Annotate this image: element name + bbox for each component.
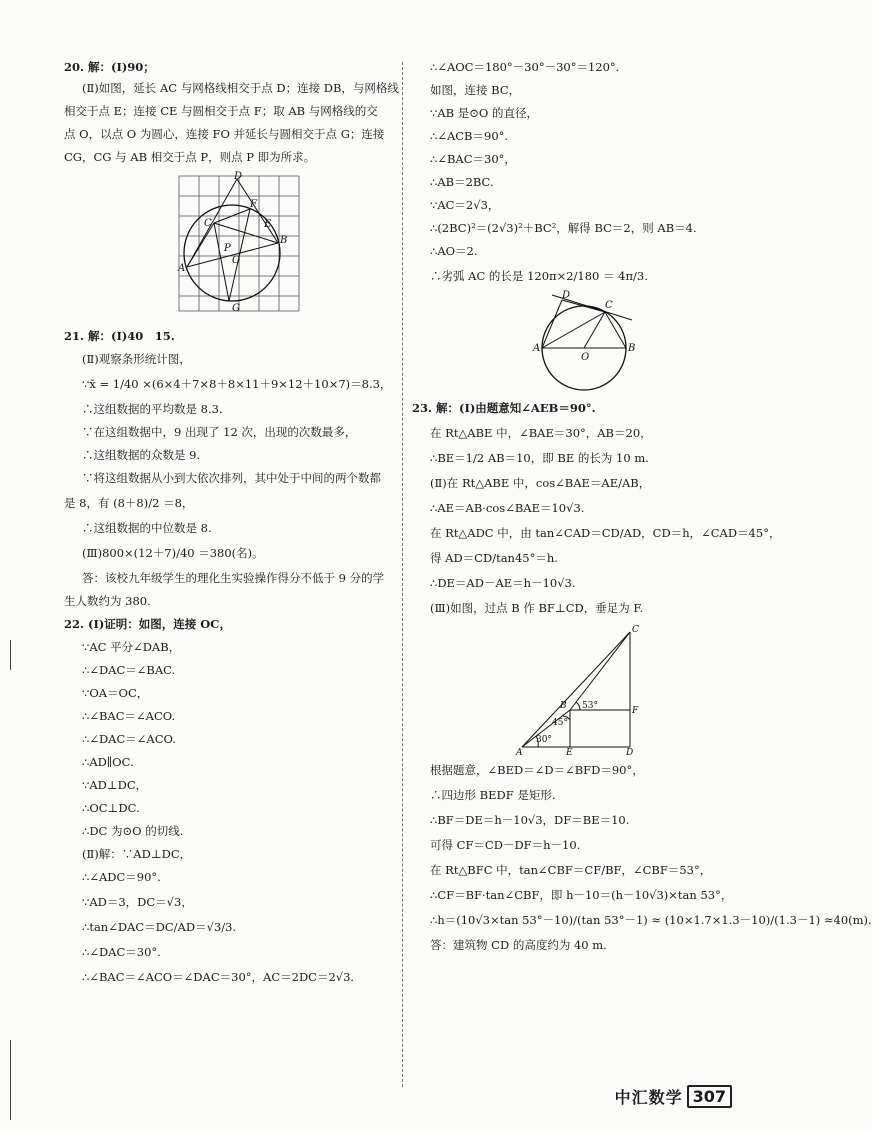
text-line: 得 AD＝CD/tan45°＝h. — [430, 551, 558, 565]
svg-text:F: F — [632, 706, 639, 716]
svg-text:A: A — [178, 263, 186, 274]
text-line: (Ⅲ)800×(12＋7)/40 ＝380(名)。 — [82, 546, 264, 560]
svg-text:G: G — [232, 303, 240, 314]
svg-text:E: E — [264, 219, 272, 230]
svg-text:C: C — [605, 300, 613, 311]
text-line: ∴(2BC)²＝(2√3)²＋BC²，解得 BC＝2，则 AB＝4. — [430, 221, 697, 235]
text-line: ∵在这组数据中，9 出现了 12 次，出现的次数最多， — [82, 425, 357, 439]
text-line: ∵AC＝2√3， — [430, 198, 500, 212]
svg-text:30°: 30° — [536, 735, 552, 745]
svg-text:B: B — [628, 343, 636, 354]
text-line: 20. 解：(Ⅰ)90； — [64, 60, 155, 74]
circle-tangent-figure — [412, 290, 742, 395]
text-line: ∴∠ACB＝90°. — [430, 129, 509, 143]
text-line: 如图，连接 BC， — [430, 83, 521, 97]
text-line: ∴∠DAC＝30°. — [82, 945, 161, 959]
text-line: 相交于点 E；连接 CE 与圆相交于点 F；取 AB 与网格线的交 — [64, 104, 378, 118]
text-line: (Ⅱ)解：∵AD⊥DC， — [82, 847, 192, 861]
text-line: ∴BF＝DE＝h－10√3，DF＝BE＝10. — [430, 813, 630, 827]
text-line: 在 Rt△ABE 中，∠BAE＝30°，AB＝20， — [430, 426, 652, 440]
text-line: ∵AB 是⊙O 的直径， — [430, 106, 538, 120]
text-line: CG，CG 与 AB 相交于点 P，则点 P 即为所求。 — [64, 150, 316, 164]
text-line: ∴∠DAC＝∠ACO. — [82, 732, 176, 746]
svg-text:B: B — [280, 235, 288, 246]
text-line: ∴这组数据的众数是 9. — [82, 448, 201, 462]
building-height-figure — [412, 622, 742, 757]
text-line: ∴OC⊥DC. — [82, 801, 140, 815]
text-line: 22. (Ⅰ)证明：如图，连接 OC， — [64, 617, 231, 631]
svg-text:B: B — [560, 701, 567, 711]
text-line: 生人数约为 380. — [64, 594, 151, 608]
text-line: (Ⅲ)如图，过点 B 作 BF⊥CD，垂足为 F. — [430, 601, 644, 615]
text-line: ∵AD⊥DC， — [82, 778, 148, 792]
svg-text:C: C — [204, 218, 212, 229]
text-line: ∴AD∥OC. — [82, 755, 134, 769]
footer-brand: 中汇数学 — [614, 1088, 683, 1107]
svg-text:P: P — [224, 243, 231, 254]
svg-text:53°: 53° — [582, 701, 598, 711]
svg-text:45°: 45° — [552, 718, 568, 728]
right-column — [412, 60, 872, 953]
margin-mark — [10, 640, 11, 670]
svg-text:C: C — [632, 625, 639, 635]
grid-circle-figure — [64, 171, 394, 321]
text-line: ∴这组数据的平均数是 8.3. — [82, 402, 223, 416]
svg-text:O: O — [581, 352, 590, 363]
text-line: 是 8，有 (8＋8)/2 ＝8， — [64, 496, 194, 510]
text-line: ∴CF＝BF·tan∠CBF，即 h－10＝(h－10√3)×tan 53°， — [430, 888, 733, 902]
text-line: ∵AC 平分∠DAB， — [82, 640, 181, 654]
text-line: ∴∠BAC＝∠ACO＝∠DAC＝30°，AC＝2DC＝2√3. — [82, 970, 355, 984]
svg-text:A: A — [516, 748, 523, 758]
text-line: 可得 CF＝CD－DF＝h－10. — [430, 838, 581, 852]
text-line: 根据题意，∠BED＝∠D＝∠BFD＝90°， — [430, 763, 644, 777]
text-line: 21. 解：(Ⅰ)40 15. — [64, 329, 175, 343]
svg-text:A: A — [533, 343, 541, 354]
svg-text:O: O — [232, 255, 241, 266]
text-line: ∴∠DAC＝∠BAC. — [82, 663, 176, 677]
text-line: ∴AB＝2BC. — [430, 175, 494, 189]
text-line: 答：该校九年级学生的理化生实验操作得分不低于 9 分的学 — [82, 571, 385, 585]
text-line: 答：建筑物 CD 的高度约为 40 m. — [430, 938, 607, 952]
text-line: ∵x̄ = 1/40 ×(6×4＋7×8＋8×11＋9×12＋10×7)＝8.3， — [82, 377, 392, 391]
text-line: ∴∠AOC＝180°－30°－30°＝120°. — [430, 60, 620, 74]
text-line: ∴∠BAC＝∠ACO. — [82, 709, 176, 723]
text-line: ∵AD＝3，DC＝√3， — [82, 895, 193, 909]
text-line: ∴劣弧 AC 的长是 120π×2/180 ＝ 4π/3. — [430, 269, 648, 283]
text-line: (Ⅱ)观察条形统计图， — [82, 352, 191, 366]
problem-20 — [64, 60, 399, 321]
text-line: ∴DC 为⊙O 的切线. — [82, 824, 184, 838]
svg-text:D: D — [234, 171, 243, 182]
problem-22 — [64, 617, 394, 985]
text-line: 点 O，以点 O 为圆心，连接 FO 并延长与圆相交于点 G；连接 — [64, 127, 385, 141]
text-line: ∴AE＝AB·cos∠BAE＝10√3. — [430, 501, 585, 515]
text-line: 在 Rt△ADC 中，由 tan∠CAD＝CD/AD，CD＝h，∠CAD＝45°， — [430, 526, 781, 540]
svg-text:F: F — [250, 199, 257, 210]
text-line: ∴tan∠DAC＝DC/AD＝√3/3. — [82, 920, 237, 934]
text-line: ∴四边形 BEDF 是矩形. — [430, 788, 556, 802]
text-line: ∴这组数据的中位数是 8. — [82, 521, 212, 535]
text-line: (Ⅱ)如图，延长 AC 与网格线相交于点 D；连接 DB，与网格线 — [82, 81, 399, 95]
text-line: ∵OA＝OC， — [82, 686, 149, 700]
text-line: ∴BE＝1/2 AB＝10，即 BE 的长为 10 m. — [430, 451, 649, 465]
text-line: ∴AO＝2. — [430, 244, 478, 258]
column-divider — [402, 62, 403, 1087]
page-number: 307 — [687, 1085, 732, 1108]
text-line: (Ⅱ)在 Rt△ABE 中，cos∠BAE＝AE/AB， — [430, 476, 651, 490]
svg-text:D: D — [562, 290, 571, 301]
problem-23 — [412, 401, 872, 953]
text-line: 23. 解：(Ⅰ)由题意知∠AEB＝90°. — [412, 401, 596, 415]
margin-mark — [10, 1040, 11, 1120]
text-line: ∴h＝(10√3×tan 53°－10)/(tan 53°－1) ≈ (10×1.7×1.3－10)/(1.3－1) ≈40(m). — [430, 913, 872, 927]
text-line: 在 Rt△BFC 中，tan∠CBF＝CF/BF，∠CBF＝53°， — [430, 863, 712, 877]
svg-text:D: D — [626, 748, 634, 758]
text-line: ∵将这组数据从小到大依次排列，其中处于中间的两个数都 — [82, 471, 381, 485]
text-line: ∴∠ADC＝90°. — [82, 870, 161, 884]
text-line: ∴∠BAC＝30°， — [430, 152, 516, 166]
text-line: ∴DE＝AD－AE＝h－10√3. — [430, 576, 576, 590]
page-footer — [615, 1085, 732, 1108]
problem-22-continued — [412, 60, 742, 395]
svg-text:E: E — [566, 748, 573, 758]
